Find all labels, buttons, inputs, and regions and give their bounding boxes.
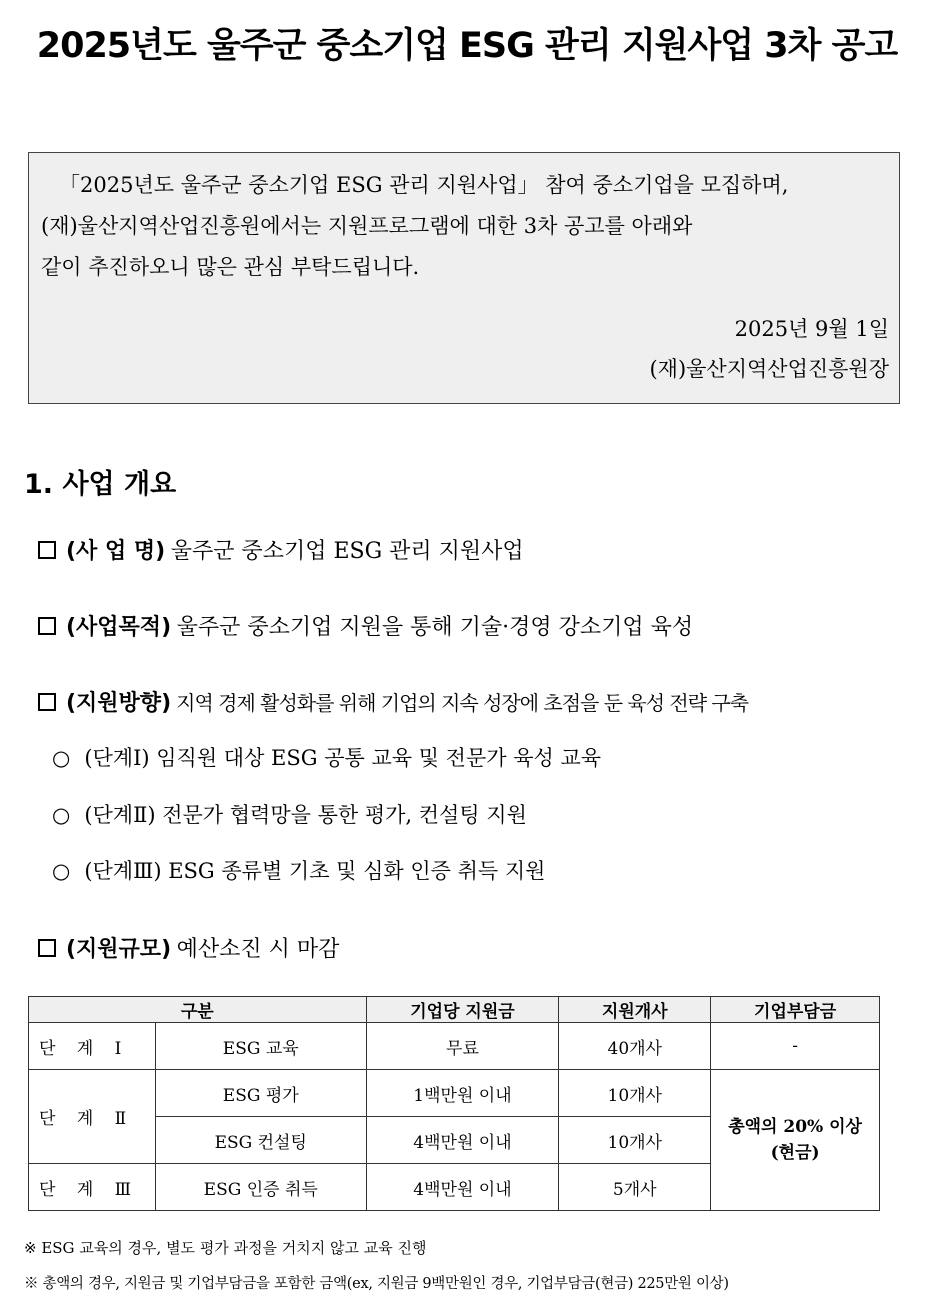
sub-item-text: (단계Ⅱ) 전문가 협력망을 통한 평가, 컨설팅 지원 bbox=[84, 803, 527, 827]
amount-cell: 4백만원 이내 bbox=[366, 1117, 559, 1164]
program-cell: ESG 인증 취득 bbox=[155, 1164, 366, 1211]
header-burden: 기업부담금 bbox=[711, 997, 880, 1023]
program-cell: ESG 평가 bbox=[155, 1070, 366, 1117]
item-business-purpose bbox=[38, 610, 693, 641]
table-row bbox=[29, 1070, 880, 1117]
stage-cell: 단 계 Ⅰ bbox=[29, 1023, 156, 1070]
sub-item-text: (단계Ⅰ) 임직원 대상 ESG 공통 교육 및 전문가 육성 교육 bbox=[84, 746, 602, 770]
item-text: 울주군 중소기업 지원을 통해 기술·경영 강소기업 육성 bbox=[176, 615, 694, 640]
item-text: 예산소진 시 마감 bbox=[176, 937, 340, 962]
program-cell: ESG 컨설팅 bbox=[155, 1117, 366, 1164]
shared-burden-line-1: 총액의 20% 이상 bbox=[728, 1117, 862, 1137]
page-title: 2025년도 울주군 중소기업 ESG 관리 지원사업 3차 공고 bbox=[36, 26, 898, 66]
note-2: ※ 총액의 경우, 지원금 및 기업부담금을 포함한 금액(ex, 지원금 9백만원인 경우, 기업부담금(현금) 225만원 이상) bbox=[24, 1276, 729, 1292]
count-cell: 10개사 bbox=[559, 1117, 711, 1164]
circle-bullet-icon: ○ bbox=[52, 859, 71, 883]
amount-cell: 4백만원 이내 bbox=[366, 1164, 559, 1211]
notice-line-3: 같이 추진하오니 많은 관심 부탁드립니다. bbox=[41, 255, 420, 279]
item-text: 울주군 중소기업 ESG 관리 지원사업 bbox=[170, 539, 524, 564]
count-cell: 40개사 bbox=[559, 1023, 711, 1070]
header-count: 지원개사 bbox=[559, 997, 711, 1023]
header-category: 구분 bbox=[29, 997, 367, 1023]
support-table bbox=[28, 996, 880, 1211]
item-support-scale bbox=[38, 932, 339, 963]
checkbox-square-icon bbox=[38, 939, 56, 957]
item-label: (사업목적) bbox=[66, 615, 172, 640]
program-cell: ESG 교육 bbox=[155, 1023, 366, 1070]
item-text: 지역 경제 활성화를 위해 기업의 지속 성장에 초점을 둔 육성 전략 구축 bbox=[176, 691, 749, 715]
item-support-direction bbox=[38, 686, 748, 717]
notice-line-2: (재)울산지역산업진흥원에서는 지원프로그램에 대한 3차 공고를 아래와 bbox=[41, 214, 693, 238]
count-cell: 10개사 bbox=[559, 1070, 711, 1117]
checkbox-square-icon bbox=[38, 541, 56, 559]
note-1: ※ ESG 교육의 경우, 별도 평가 과정을 거치지 않고 교육 진행 bbox=[24, 1239, 427, 1257]
stage-cell: 단 계 Ⅱ bbox=[29, 1070, 156, 1164]
section-title: 1. 사업 개요 bbox=[24, 469, 177, 500]
shared-burden-cell bbox=[711, 1070, 880, 1211]
circle-bullet-icon: ○ bbox=[52, 803, 71, 827]
shared-burden-line-2: (현금) bbox=[770, 1143, 820, 1163]
table-row bbox=[29, 1023, 880, 1070]
item-business-name bbox=[38, 534, 524, 565]
sub-item-stage-1 bbox=[52, 742, 601, 772]
stage-cell: 단 계 Ⅲ bbox=[29, 1164, 156, 1211]
item-label: (사 업 명) bbox=[66, 539, 166, 564]
sub-item-stage-3 bbox=[52, 855, 545, 885]
notice-box bbox=[28, 152, 900, 404]
notice-line-1: 「2025년도 울주군 중소기업 ESG 관리 지원사업」 참여 중소기업을 모집하며, bbox=[59, 173, 789, 197]
checkbox-square-icon bbox=[38, 693, 56, 711]
circle-bullet-icon: ○ bbox=[52, 746, 71, 770]
notice-org: (재)울산지역산업진흥원장 bbox=[649, 357, 889, 381]
notice-date: 2025년 9월 1일 bbox=[734, 317, 889, 341]
checkbox-square-icon bbox=[38, 617, 56, 635]
burden-cell: - bbox=[711, 1023, 880, 1070]
header-amount: 기업당 지원금 bbox=[366, 997, 559, 1023]
item-label: (지원방향) bbox=[66, 691, 172, 716]
amount-cell: 무료 bbox=[366, 1023, 559, 1070]
count-cell: 5개사 bbox=[559, 1164, 711, 1211]
sub-item-stage-2 bbox=[52, 799, 527, 829]
item-label: (지원규모) bbox=[66, 937, 172, 962]
sub-item-text: (단계Ⅲ) ESG 종류별 기초 및 심화 인증 취득 지원 bbox=[84, 859, 546, 883]
amount-cell: 1백만원 이내 bbox=[366, 1070, 559, 1117]
